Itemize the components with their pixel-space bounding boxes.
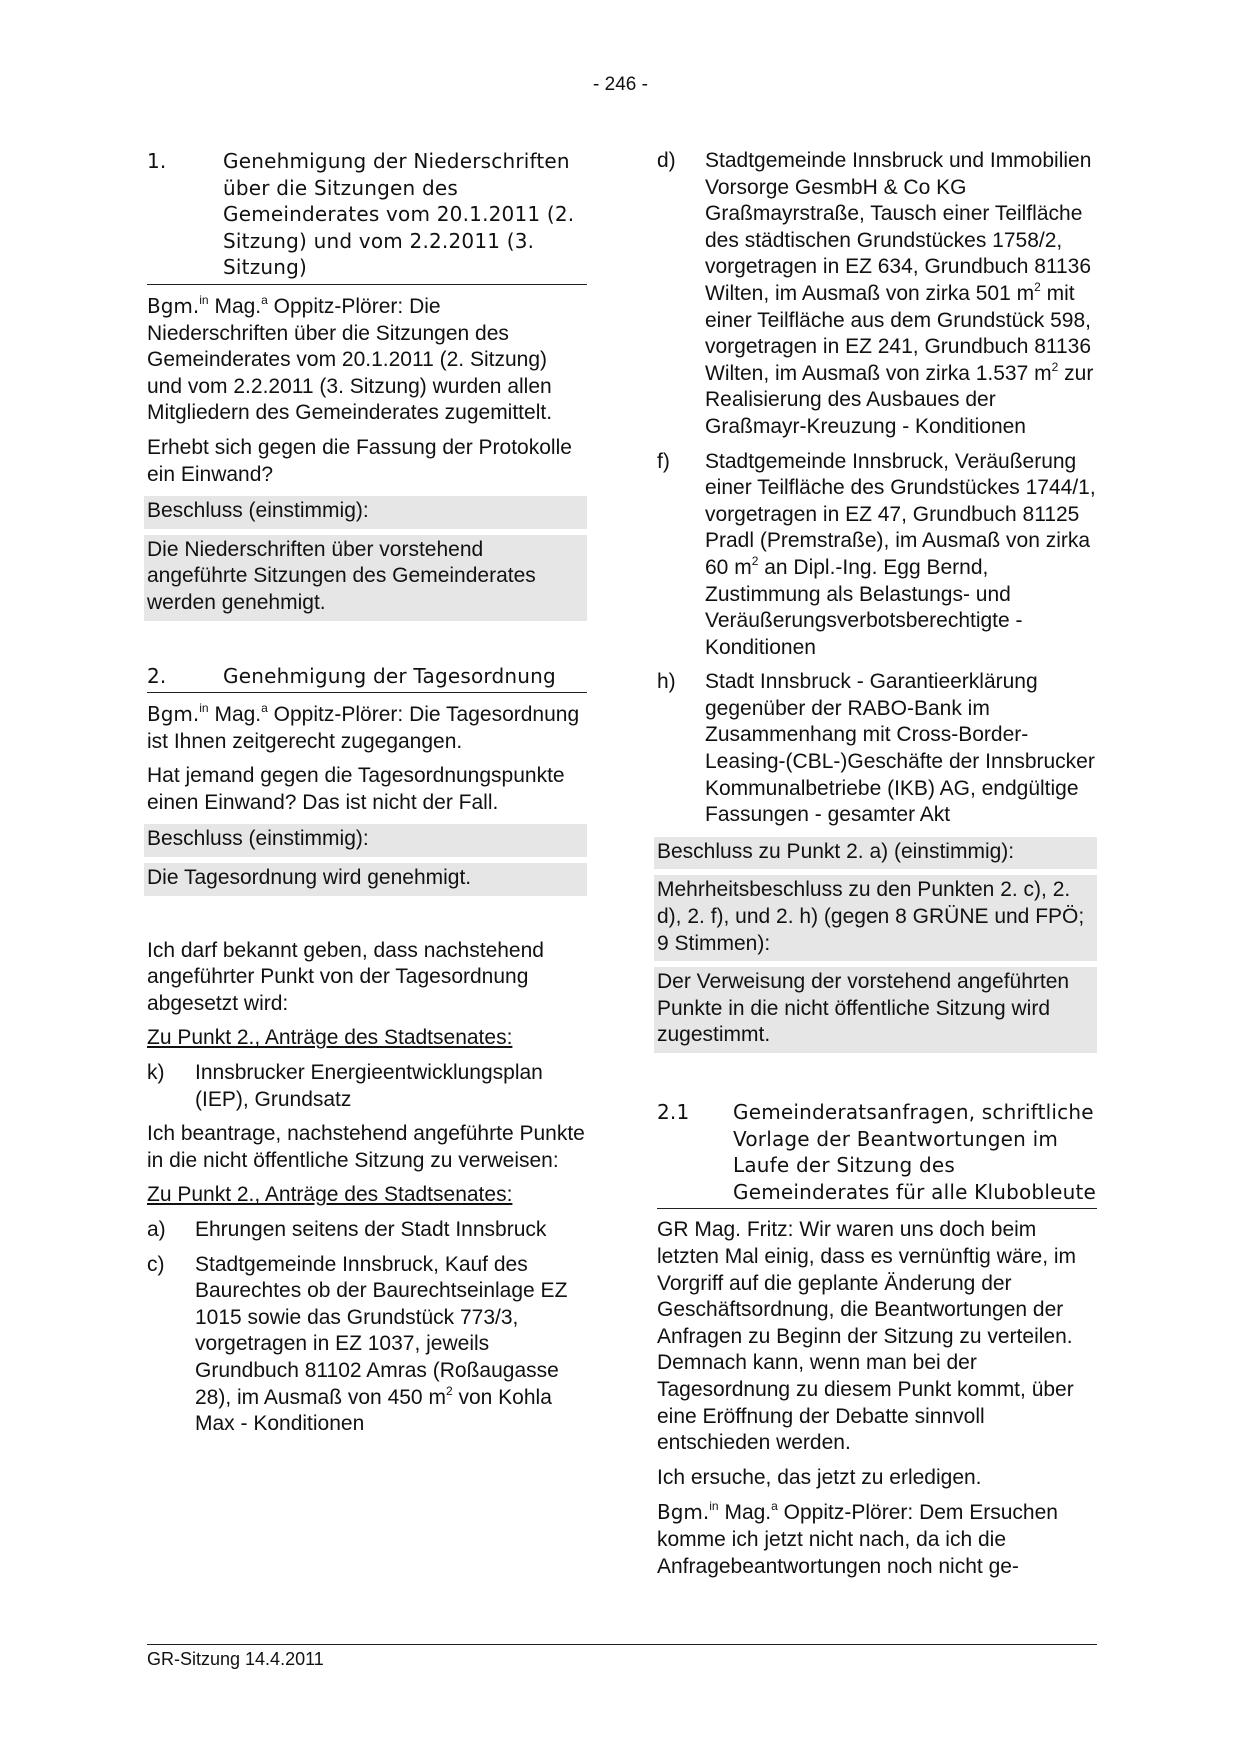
section-title: Genehmigung der Niederschriften über die Sitzungen des Gemeinderates vom 20.1.2011 (2. Sitzung) und vom 2.2.2011 (3. Sitzung)	[223, 149, 575, 280]
paragraph: Erhebt sich gegen die Fassung der Protokolle ein Einwand?	[147, 435, 572, 486]
section-title: Gemeinderatsanfragen, schriftliche Vorlage der Beantwortungen im Laufe der Sitzung des Gemeinderates für alle Klubobleute	[733, 1100, 1097, 1204]
decision-box: Mehrheitsbeschluss zu den Punkten 2. c), 2. d), 2. f), und 2. h) (gegen 8 GRÜNE und FPÖ; 9 Stimmen):	[654, 869, 1097, 961]
list-item: k) Innsbrucker Energieentwicklungsplan (IEP), Grundsatz	[147, 1061, 543, 1111]
page-footer: GR-Sitzung 14.4.2011	[147, 1644, 1097, 1670]
list-item: f) Stadtgemeinde Innsbruck, Veräußerung einer Teilfläche des Grundstückes 1744/1, vorgetragen in EZ 47, Grundbuch 81125 Pradl (Premstraße), im Ausmaß von zirka 60 $m^2$ an Dipl.-Ing. Egg Bernd, Zustimmung als Belastungs- und Veräußerungsverbotsberechtigte - Konditionen	[657, 449, 1096, 659]
paragraph: Bgm.$^{in}$ Mag.$^a$ Oppitz-Plörer: Dem Ersuchen komme ich jetzt nicht nach, da ich die Anfragebeantwortungen noch nicht ge-	[657, 1499, 1058, 1578]
paragraph: Hat jemand gegen die Tagesordnungspunkte einen Einwand? Das ist nicht der Fall.	[147, 764, 565, 814]
list-item: a) Ehrungen seitens der Stadt Innsbruck	[147, 1218, 547, 1241]
page-number: - 246 -	[593, 74, 648, 95]
right-column	[657, 148, 1097, 1588]
paragraph: GR Mag. Fritz: Wir waren uns doch beim letzten Mal einig, dass es vernünftig wäre, im Vorgriff auf die geplante Änderung der Geschäftsordnung, die Beantwortungen der Anfragen zu Beginn der Sitzung zu verteilen. Demnach kann, wenn man bei der Tagesordnung zu diesem Punkt kommt, über eine Eröffnung der Debatte sinnvoll entschieden werden.	[657, 1218, 1077, 1455]
list-item: d) Stadtgemeinde Innsbruck und Immobilien Vorsorge GesmbH & Co KG Graßmayrstraße, Tausch einer Teilfläche des städtischen Grundstückes 1758/2, vorgetragen in EZ 634, Grundbuch 81136 Wilten, im Ausmaß von zirka 501 $m^2$ mit einer Teilfläche aus dem Grundstück 598, vorgetragen in EZ 241, Grundbuch 81136 Wilten, im Ausmaß von zirka 1.537 $m^2$ zur Realisierung des Ausbaues der Graßmayr-Kreuzung - Konditionen	[657, 149, 1094, 438]
section-number: 2.	[147, 663, 167, 688]
paragraph: Bgm.$^{in}$ Mag.$^a$ Oppitz-Plörer: Die Niederschriften über die Sitzungen des Gemeinderates vom 20.1.2011 (2. Sitzung) und vom 2.2.2011 (3. Sitzung) wurden allen Mitgliedern des Gemeinderates zugemittelt.	[147, 292, 553, 425]
decision-box: Beschluss (einstimmig):	[144, 496, 587, 529]
list-item: h) Stadt Innsbruck - Garantieerklärung gegenüber der RABO-Bank im Zusammenhang mit Cross-Border-Leasing-(CBL-)Geschäfte der Innsbrucker Kommunalbetriebe (IKB) AG, endgültige Fassungen - gesamter Akt	[657, 670, 1095, 827]
section-number: 1.	[147, 149, 167, 173]
subheading-underlined: Zu Punkt 2., Anträge des Stadtsenates:	[147, 1183, 513, 1207]
decision-box: Beschluss (einstimmig):	[144, 824, 587, 857]
paragraph: Ich ersuche, das jetzt zu erledigen.	[657, 1465, 982, 1489]
subheading-underlined: Zu Punkt 2., Anträge des Stadtsenates:	[147, 1026, 513, 1050]
section-heading-1	[147, 148, 587, 285]
section-heading-2-1	[657, 1099, 1097, 1209]
section-title: Genehmigung der Tagesordnung	[223, 663, 556, 688]
decision-box: Der Verweisung der vorstehend angeführten Punkte in die nicht öffentliche Sitzung wird zugestimmt.	[654, 961, 1097, 1053]
decision-box: Die Niederschriften über vorstehend angeführte Sitzungen des Gemeinderates werden genehmigt.	[144, 529, 587, 621]
left-column	[147, 148, 587, 1446]
decision-box: Die Tagesordnung wird genehmigt.	[144, 857, 587, 896]
section-number: 2.1	[657, 1100, 690, 1124]
list-item: c) Stadtgemeinde Innsbruck, Kauf des Baurechtes ob der Baurechtseinlage EZ 1015 sowie das Grundstück 773/3, vorgetragen in EZ 1037, jeweils Grundbuch 81102 Amras (Roßaugasse 28), im Ausmaß von 450 $m^2$ von Kohla Max - Konditionen	[147, 1252, 568, 1436]
paragraph: Bgm.$^{in}$ Mag.$^a$ Oppitz-Plörer: Die Tagesordnung ist Ihnen zeitgerecht zugegangen.	[147, 701, 580, 753]
decision-box: Beschluss zu Punkt 2. a) (einstimmig):	[654, 837, 1097, 870]
section-heading-2	[147, 663, 587, 694]
paragraph: Ich beantrage, nachstehend angeführte Punkte in die nicht öffentliche Sitzung zu verweisen:	[147, 1122, 585, 1172]
paragraph: Ich darf bekannt geben, dass nachstehend angeführter Punkt von der Tagesordnung abgesetzt wird:	[147, 938, 544, 1015]
